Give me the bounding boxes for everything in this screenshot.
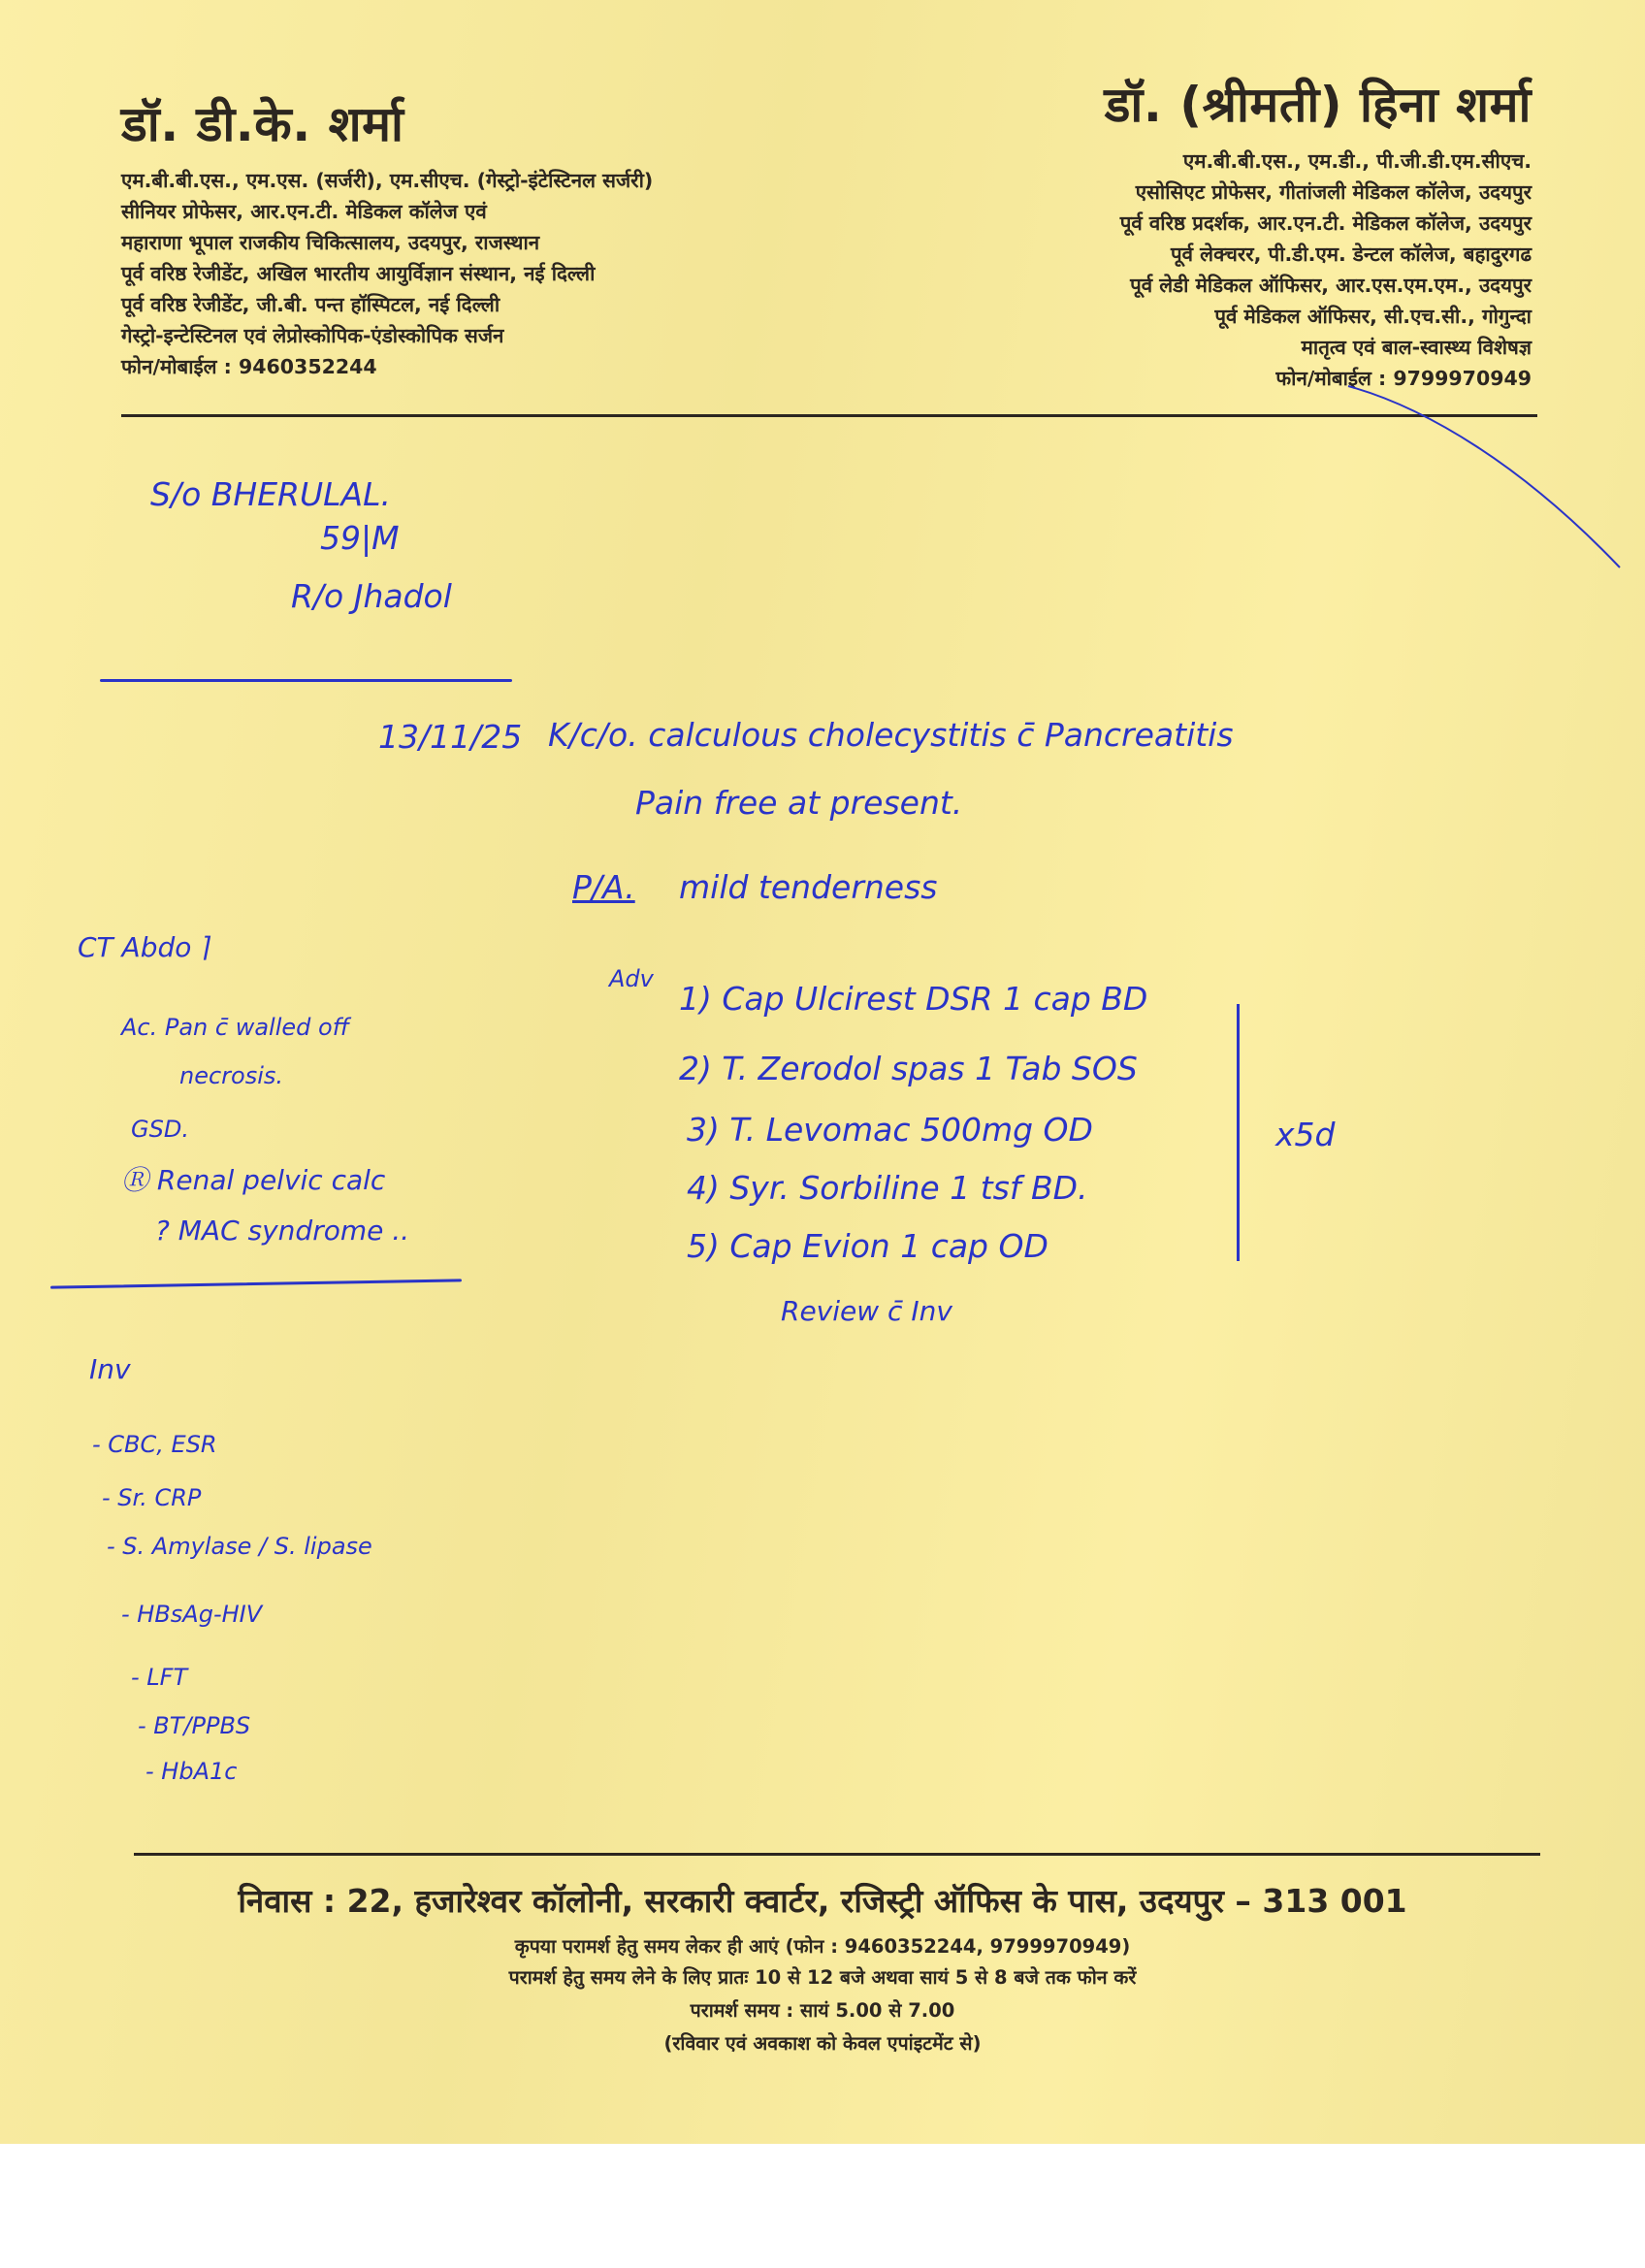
left-doctor-name: डॉ. डी.के. शर्मा xyxy=(121,96,404,152)
ct-finding-line: ? MAC syndrome .. xyxy=(155,1215,410,1247)
ct-finding-line: necrosis. xyxy=(179,1062,284,1089)
right-qualification-line: पूर्व वरिष्ठ प्रदर्शक, आर.एन.टी. मेडिकल कॉलेज, उदयपुर xyxy=(1119,211,1532,235)
left-doctor-phone: फोन/मोबाईल : 9460352244 xyxy=(121,355,377,378)
right-qualification-line: मातृत्व एवं बाल-स्वास्थ्य विशेषज्ञ xyxy=(1301,336,1532,359)
left-qualification-line: पूर्व वरिष्ठ रेजीडेंट, जी.बी. पन्त हॉस्पिटल, नई दिल्ली xyxy=(121,293,500,316)
medication-item: 3) T. Levomac 500mg OD xyxy=(687,1111,1093,1149)
header-divider xyxy=(121,414,1537,417)
right-qualification-line: एसोसिएट प्रोफेसर, गीतांजली मेडिकल कॉलेज, उदयपुर xyxy=(1135,180,1532,204)
advice-label: Adv xyxy=(609,965,654,992)
medication-item: 1) Cap Ulcirest DSR 1 cap BD xyxy=(679,980,1148,1018)
medication-item: 2) T. Zerodol spas 1 Tab SOS xyxy=(679,1050,1138,1087)
left-qualification-line: महाराणा भूपाल राजकीय चिकित्सालय, उदयपुर, राजस्थान xyxy=(121,231,540,254)
treatment-duration: x5d xyxy=(1275,1116,1336,1153)
patient-underline xyxy=(100,679,512,682)
exam-label: P/A. xyxy=(572,868,635,906)
right-qualification-line: पूर्व लेक्चरर, पी.डी.एम. डेन्टल कॉलेज, बहादुरगढ xyxy=(1171,243,1532,266)
right-doctor-name: डॉ. (श्रीमती) हिना शर्मा xyxy=(1104,77,1532,133)
ct-finding-line: Ac. Pan c̄ walled off xyxy=(121,1014,350,1041)
left-doctor-qualifications xyxy=(121,165,653,382)
right-qualification-line: पूर्व लेडी मेडिकल ऑफिसर, आर.एस.एम.एम., उदयपुर xyxy=(1130,274,1532,297)
ct-finding-line: GSD. xyxy=(131,1116,189,1143)
right-qualification-line: पूर्व मेडिकल ऑफिसर, सी.एच.सी., गोगुन्दा xyxy=(1214,305,1532,328)
right-qualification-line: एम.बी.बी.एस., एम.डी., पी.जी.डी.एम.सीएच. xyxy=(1182,149,1532,173)
left-qualification-line: सीनियर प्रोफेसर, आर.एन.टी. मेडिकल कॉलेज एवं xyxy=(121,200,487,223)
patient-age-sex: 59|M xyxy=(320,519,400,557)
footer-divider xyxy=(134,1853,1540,1856)
footer-line: परामर्श हेतु समय लेने के लिए प्रातः 10 से 12 बजे अथवा सायं 5 से 8 बजे तक फोन करें xyxy=(508,1966,1137,1989)
test-item: - CBC, ESR xyxy=(92,1431,217,1458)
consultation-time: परामर्श समय : सायं 5.00 से 7.00 xyxy=(690,1999,955,2022)
right-doctor-qualifications xyxy=(1120,146,1532,394)
review-note: Review c̄ Inv xyxy=(781,1295,952,1327)
footer-line: कृपया परामर्श हेतु समय लेकर ही आएं (फोन : 9460352244, 9799970949) xyxy=(514,1935,1131,1958)
left-qualification-line: एम.बी.बी.एस., एम.एस. (सर्जरी), एम.सीएच. (गेस्ट्रो-इंटेस्टिनल सर्जरी) xyxy=(121,169,654,192)
visit-date: 13/11/25 xyxy=(378,718,523,756)
diagnosis: K/c/o. calculous cholecystitis c̄ Pancreatitis xyxy=(548,716,1234,754)
test-item: - LFT xyxy=(131,1664,188,1691)
medication-item: 5) Cap Evion 1 cap OD xyxy=(687,1227,1048,1265)
test-item: - S. Amylase / S. lipase xyxy=(107,1533,372,1560)
medication-item: 4) Syr. Sorbiline 1 tsf BD. xyxy=(687,1169,1088,1207)
clinic-address: निवास : 22, हजारेश्वर कॉलोनी, सरकारी क्वार्टर, रजिस्ट्री ऑफिस के पास, उदयपुर – 313 001 xyxy=(238,1882,1407,1920)
test-item: - Sr. CRP xyxy=(102,1484,202,1511)
test-item: - HBsAg-HIV xyxy=(121,1601,263,1628)
patient-name: S/o BHERULAL. xyxy=(150,475,391,513)
ct-finding-line: Ⓡ Renal pelvic calc xyxy=(121,1164,386,1196)
clinical-status: Pain free at present. xyxy=(635,784,963,822)
patient-residence: R/o Jhadol xyxy=(291,577,452,615)
footer-line: (रविवार एवं अवकाश को केवल एपांइटमेंट से) xyxy=(663,2032,982,2055)
pen-stroke xyxy=(1339,369,1629,572)
exam-finding: mild tenderness xyxy=(679,868,938,906)
test-item: - BT/PPBS xyxy=(138,1712,251,1739)
right-doctor-phone: फोन/मोबाईल : 9799970949 xyxy=(1275,367,1532,390)
test-item: - HbA1c xyxy=(145,1758,238,1785)
tests-label: Inv xyxy=(89,1353,131,1385)
left-qualification-line: पूर्व वरिष्ठ रेजीडेंट, अखिल भारतीय आयुर्विज्ञान संस्थान, नई दिल्ली xyxy=(121,262,596,285)
left-qualification-line: गेस्ट्रो-इन्टेस्टिनल एवं लेप्रोस्कोपिक-एंडोस्कोपिक सर्जन xyxy=(121,324,504,347)
ct-header: CT Abdo ⌉ xyxy=(78,931,211,963)
duration-bracket xyxy=(1237,1004,1240,1261)
